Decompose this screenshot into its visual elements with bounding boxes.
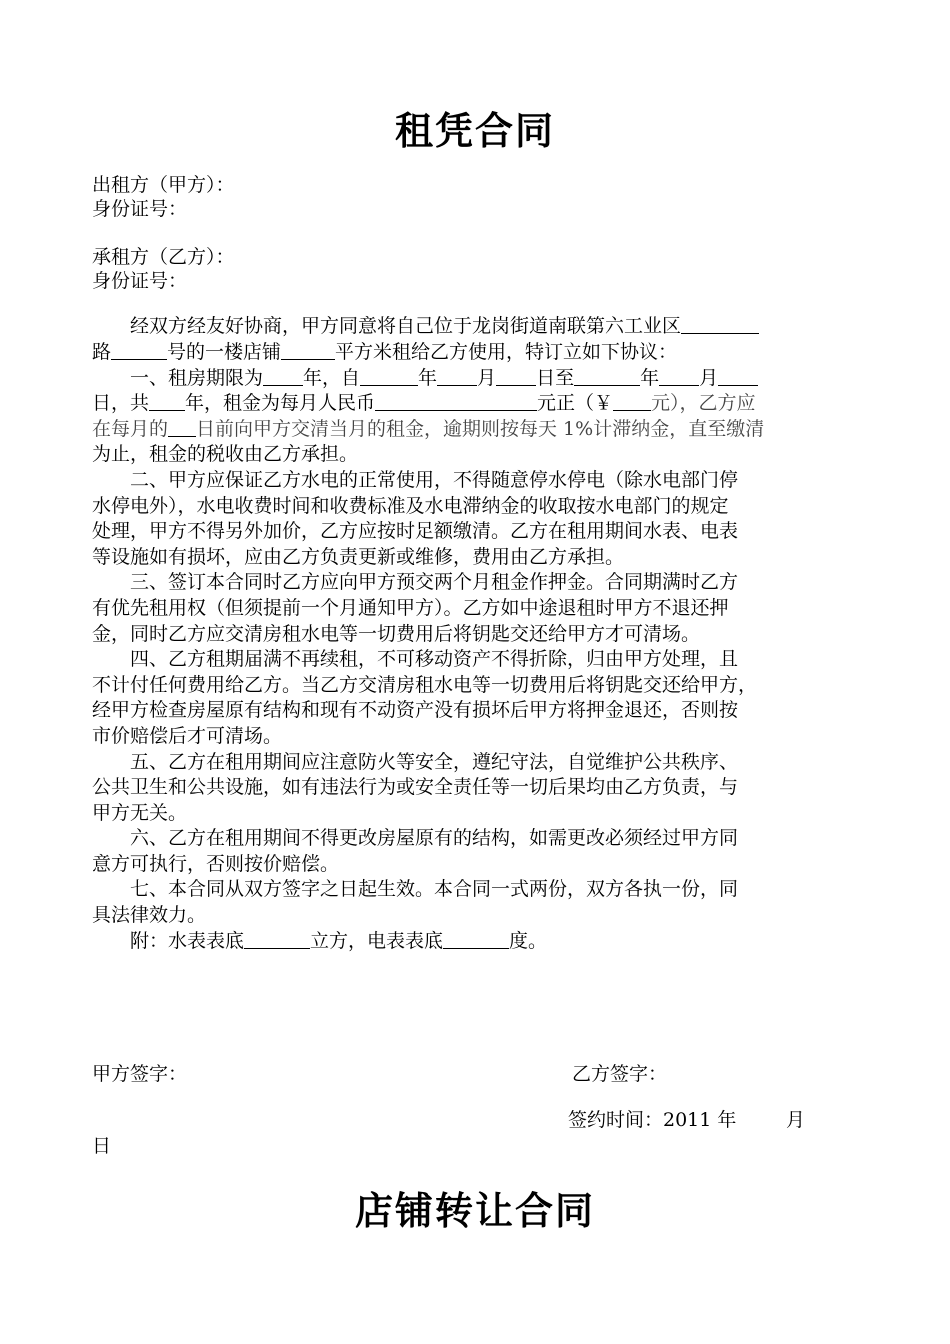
signing-date-label: 签约时间：2011 年 xyxy=(568,1109,737,1131)
clause2-line: 水停电外），水电收费时间和收费标准及水电滞纳金的收取按水电部门的规定 xyxy=(92,494,729,517)
clause7-line: 具法律效力。 xyxy=(92,904,207,927)
blank-field xyxy=(437,367,477,386)
blank-field xyxy=(263,367,303,386)
blank-field xyxy=(360,367,418,386)
clause5-line: 公共卫生和公共设施，如有违法行为或安全责任等一切后果均由乙方负责，与 xyxy=(92,776,739,799)
second-contract-title: 店铺转让合同 xyxy=(354,1188,595,1233)
blank-field xyxy=(244,930,310,949)
lessor-id-label: 身份证号： xyxy=(92,198,188,220)
clause2-line: 二、甲方应保证乙方水电的正常使用，不得随意停水停电（除水电部门停 xyxy=(130,468,739,491)
lessee-id-label: 身份证号： xyxy=(92,270,188,292)
clause4-line: 不计付任何费用给乙方。当乙方交清房租水电等一切费用后将钥匙交还给甲方， xyxy=(92,673,758,696)
contract-title: 租凭合同 xyxy=(394,108,555,153)
intro-line-1: 经双方经友好协商，甲方同意将自己位于龙岗街道南联第六工业区 xyxy=(92,314,862,340)
clause5-line: 五、乙方在租用期间应注意防火等安全，遵纪守法，自觉维护公共秩序、 xyxy=(130,750,739,773)
blank-field xyxy=(149,392,185,411)
clause1-line-3: 在每月的 日前向甲方交清当月的租金，逾期则按每天 1%计滞纳金，直至缴清 xyxy=(92,417,765,440)
lessee-label: 承租方（乙方）： xyxy=(92,246,235,268)
clause4-line: 四、乙方租期届满不再续租，不可移动资产不得折除，归由甲方处理，且 xyxy=(130,648,739,671)
clause2-line: 等设施如有损坏，应由乙方负责更新或维修，费用由乙方承担。 xyxy=(92,545,625,568)
appendix-line: 附：水表表底 立方，电表表底 度。 xyxy=(130,929,548,952)
clause4-line: 经甲方检查房屋原有结构和现有不动资产没有损坏后甲方将押金退还，否则按 xyxy=(92,699,739,722)
blank-field xyxy=(574,367,640,386)
clause4-line: 市价赔偿后才可清场。 xyxy=(92,724,283,747)
clause1-line-2: 日，共 年，租金为每月人民币 元正（￥ 元），乙方应 xyxy=(92,392,756,415)
blank-field xyxy=(111,341,167,360)
blank-field xyxy=(281,341,335,360)
intro-line-2: 路 号的一楼店铺 平方米租给乙方使用，特订立如下协议： xyxy=(92,340,678,363)
blank-field xyxy=(681,315,759,334)
signing-month-label: 月 xyxy=(786,1109,806,1131)
clause2-line: 处理，甲方不得另外加价，乙方应按时足额缴清。乙方在租用期间水表、电表 xyxy=(92,520,739,543)
blank-field xyxy=(375,392,537,411)
blank-field xyxy=(718,367,758,386)
clause3-line: 三、签订本合同时乙方应向甲方预交两个月租金作押金。合同期满时乙方 xyxy=(130,571,739,594)
clause3-line: 金，同时乙方应交清房租水电等一切费用后将钥匙交还给甲方才可清场。 xyxy=(92,622,701,645)
clause1-line-4: 为止，租金的税收由乙方承担。 xyxy=(92,443,359,466)
party-a-signature-label: 甲方签字： xyxy=(92,1063,188,1085)
blank-field xyxy=(168,418,196,437)
clause5-line: 甲方无关。 xyxy=(92,801,188,824)
signing-day-label: 日 xyxy=(92,1135,112,1157)
blank-field xyxy=(443,930,509,949)
blank-field xyxy=(496,367,536,386)
clause3-line: 有优先租用权（但须提前一个月通知甲方）。乙方如中途退租时甲方不退还押 xyxy=(92,596,729,619)
clause1-line-1: 一、租房期限为 年，自 年 月 日至 年 月 xyxy=(92,365,862,391)
blank-field xyxy=(613,392,651,411)
blank-field xyxy=(659,367,699,386)
lessor-label: 出租方（甲方）： xyxy=(92,174,235,196)
clause6-line: 意方可执行，否则按价赔偿。 xyxy=(92,852,340,875)
clause6-line: 六、乙方在租用期间不得更改房屋原有的结构，如需更改必须经过甲方同 xyxy=(130,827,739,850)
party-b-signature-label: 乙方签字： xyxy=(572,1063,668,1085)
clause7-line: 七、本合同从双方签字之日起生效。本合同一式两份，双方各执一份，同 xyxy=(130,878,739,901)
contract-body xyxy=(92,314,862,954)
